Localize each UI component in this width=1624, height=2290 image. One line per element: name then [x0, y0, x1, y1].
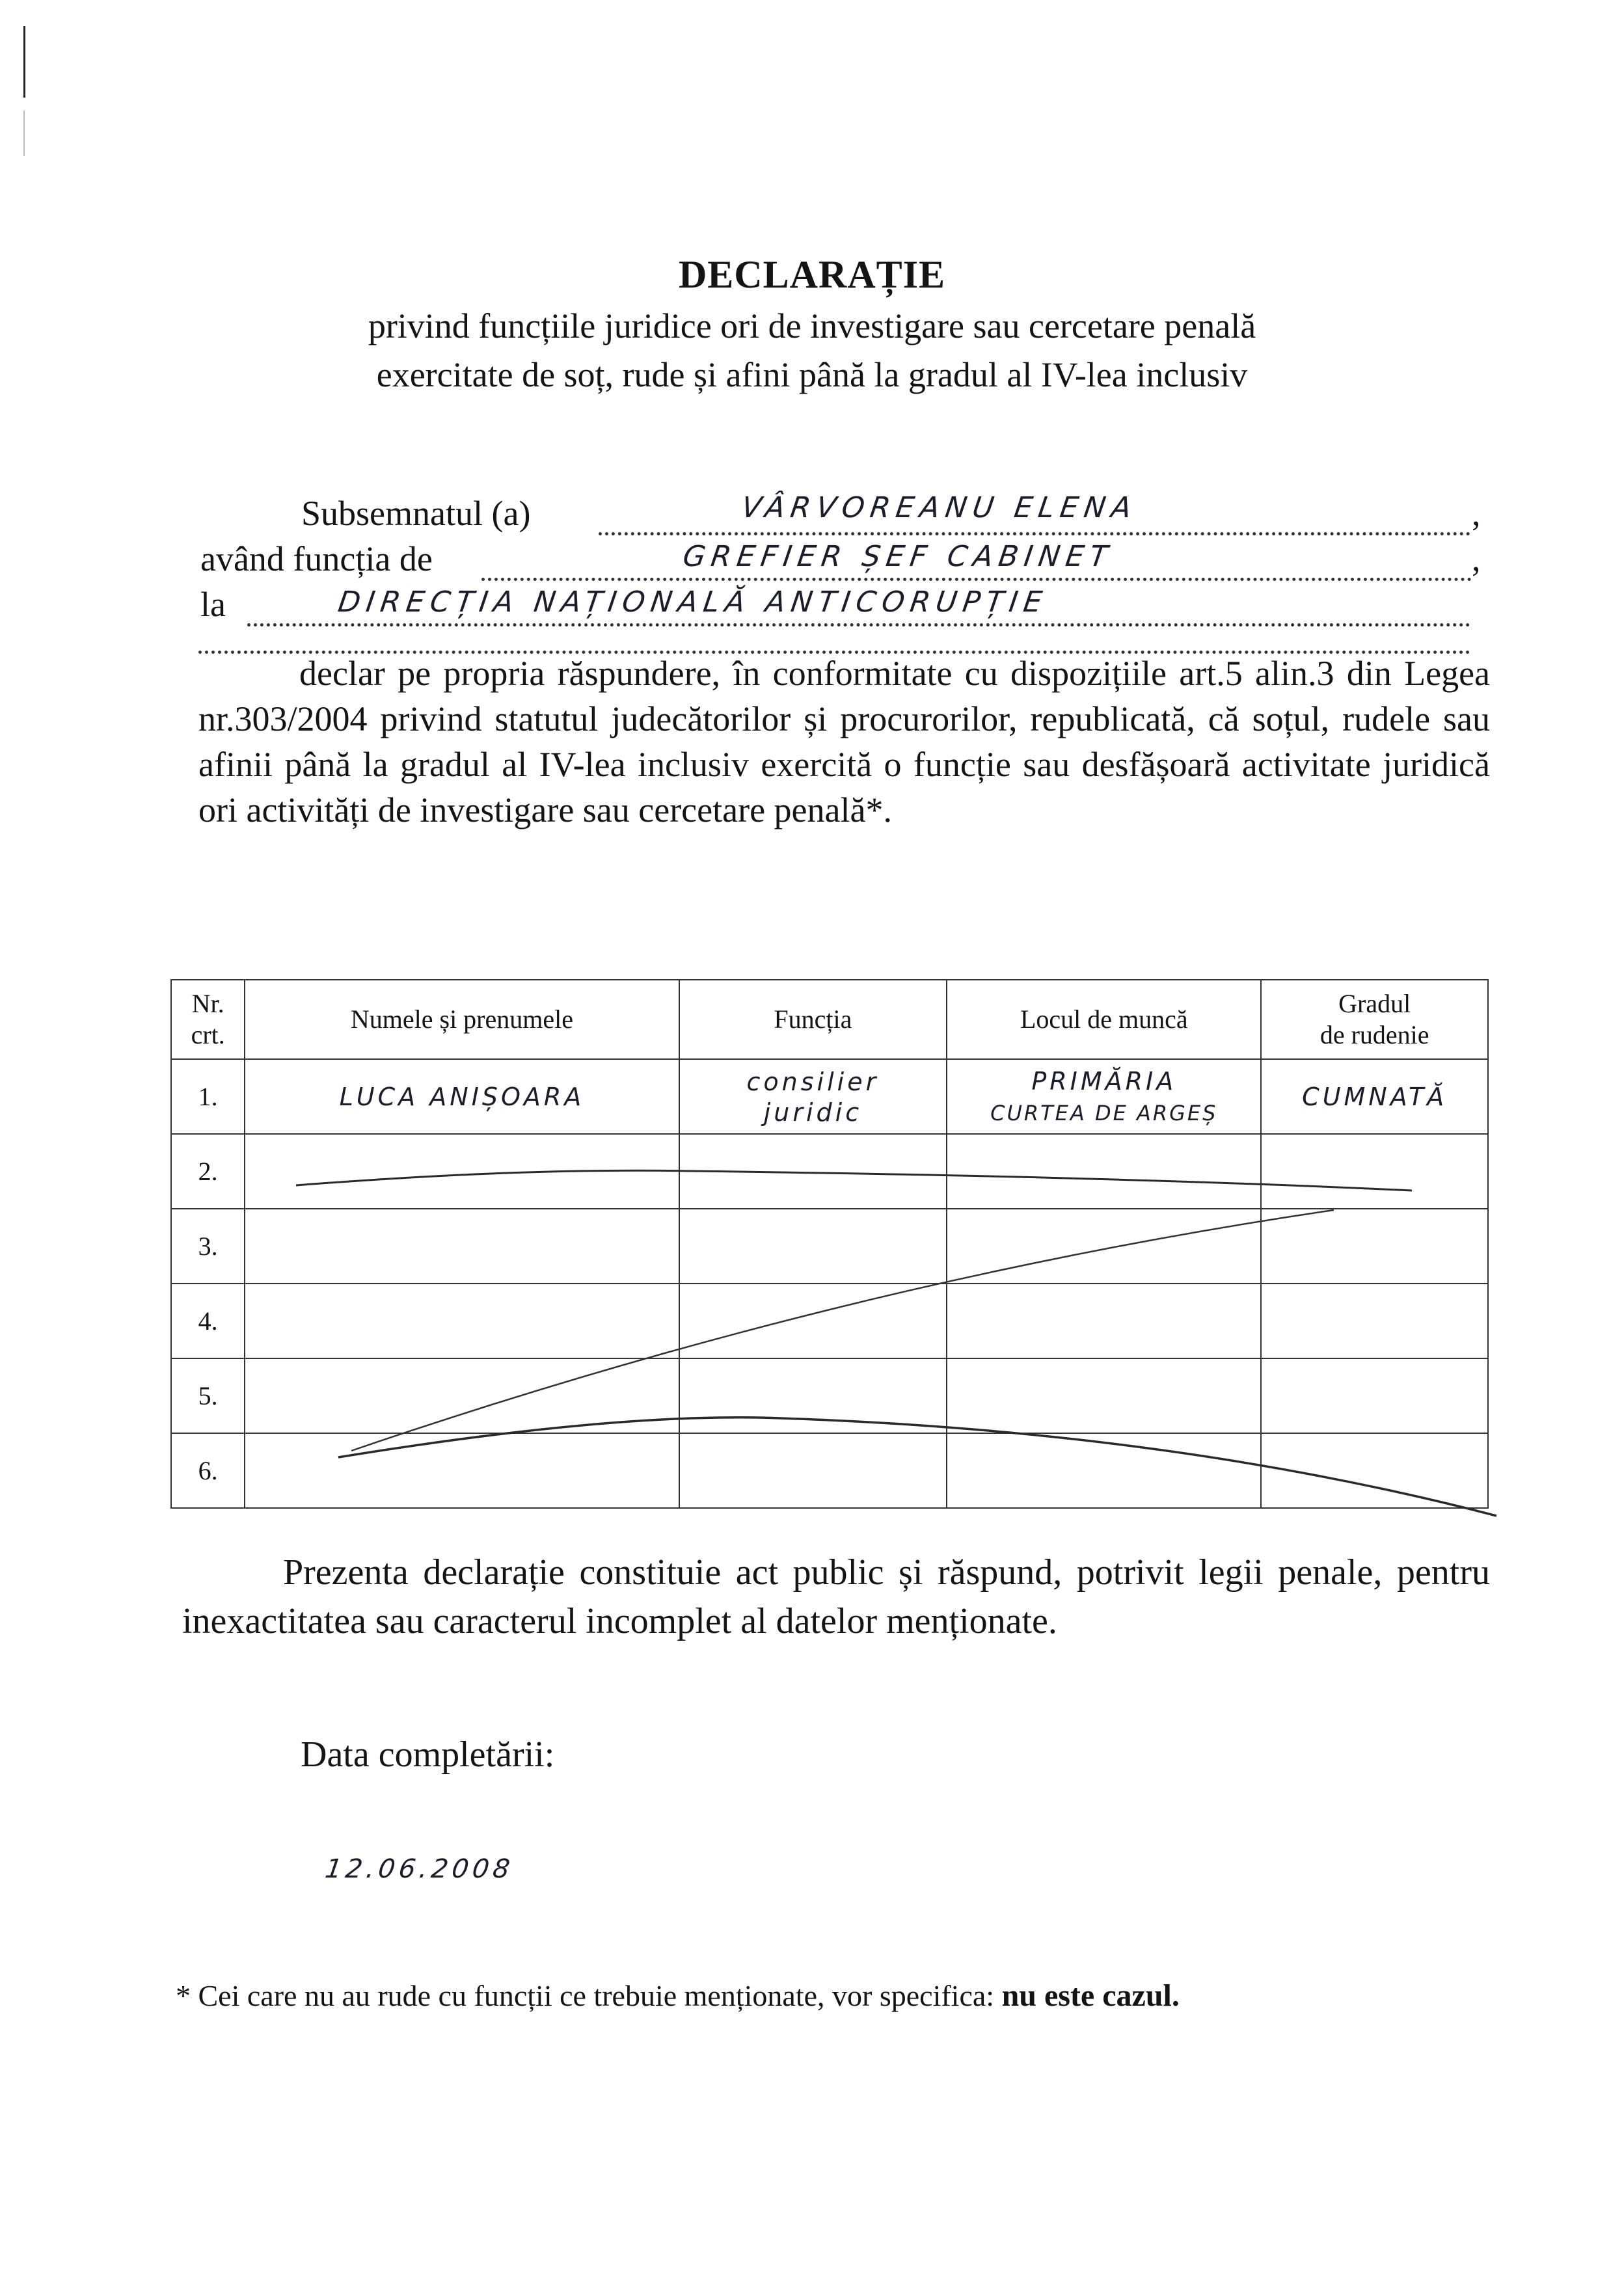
header-degree: [1261, 980, 1488, 1059]
row-workplace: [947, 1059, 1261, 1134]
date-handwritten-value: 12.06.2008: [323, 1854, 516, 1884]
row-function: [679, 1209, 947, 1284]
row-number: 6.: [171, 1433, 245, 1508]
row-name: [245, 1433, 679, 1508]
header-nr-crt: [171, 980, 245, 1059]
date-label: Data completării:: [301, 1734, 555, 1775]
row-name: [245, 1358, 679, 1433]
table-header-row: [171, 980, 1488, 1059]
row-function: [679, 1433, 947, 1508]
declaration-paragraph: declar pe propria răspundere, în conformitate cu dispozițiile art.5 alin.3 din Legea nr.303/2004 privind statutul judecătorilor și procurorilor, republicată, că soțul, rudele sau afinii până la gradul al IV-lea inclusiv exercită o funcție sau desfășoară activitate juridică ori activități de investigare sau cercetare penală*.: [198, 654, 1490, 829]
header-name: Numele și prenumele: [245, 980, 679, 1059]
row-degree: [1261, 1284, 1488, 1358]
row-function-line2: juridic: [763, 1098, 863, 1127]
row-workplace: [947, 1358, 1261, 1433]
row-name: [245, 1209, 679, 1284]
header-workplace: Locul de muncă: [947, 980, 1261, 1059]
footnote-text: * Cei care nu au rude cu funcții ce trebuie menționate, vor specifica:: [176, 1979, 995, 2012]
subsemnatul-dotted-line: [599, 532, 1470, 535]
header-degree-line1: Gradul: [1338, 989, 1411, 1018]
table-row: [171, 1358, 1488, 1433]
footnote: [176, 1978, 1180, 2014]
row-function: [679, 1358, 947, 1433]
table-row: [171, 1433, 1488, 1508]
la-handwritten-value: DIRECȚIA NAȚIONALĂ ANTICORUPȚIE: [336, 586, 1050, 619]
header-nr-line2: crt.: [191, 1020, 225, 1049]
document-title: DECLARAȚIE: [678, 253, 946, 296]
functia-label: având funcția de: [200, 539, 433, 578]
row-workplace: [947, 1209, 1261, 1284]
la-label: la: [200, 585, 226, 624]
functia-comma: ,: [1472, 539, 1481, 578]
row-name-value: LUCA ANIȘOARA: [339, 1083, 585, 1111]
closing-paragraph: Prezenta declarație constituie act public și răspund, potrivit legii penale, pentru inexactitatea sau caracterul incomplet al datelor menționate.: [182, 1552, 1490, 1641]
subsemnatul-label: Subsemnatul (a): [301, 494, 531, 533]
subsemnatul-handwritten-value: VÂRVOREANU ELENA: [739, 491, 1139, 524]
row-degree-value: CUMNATĂ: [1302, 1083, 1448, 1111]
row-degree: [1261, 1134, 1488, 1209]
table-row: [171, 1284, 1488, 1358]
header-function: Funcția: [679, 980, 947, 1059]
row-function: [679, 1134, 947, 1209]
header-nr-line1: Nr.: [191, 989, 224, 1018]
la-dotted-line: [247, 623, 1470, 626]
row-degree: [1261, 1209, 1488, 1284]
table-row: [171, 1059, 1488, 1134]
footnote-bold: nu este cazul.: [1001, 1978, 1180, 2013]
row-name: [245, 1059, 679, 1134]
row-function: [679, 1284, 947, 1358]
row-degree: [1261, 1059, 1488, 1134]
row-number: 2.: [171, 1134, 245, 1209]
header-degree-line2: de rudenie: [1320, 1020, 1429, 1049]
scan-edge-mark: [23, 26, 25, 98]
row-workplace-line1: PRIMĂRIA: [1031, 1066, 1177, 1096]
row-workplace: [947, 1134, 1261, 1209]
functia-dotted-line: [481, 578, 1472, 581]
row-degree: [1261, 1358, 1488, 1433]
relatives-table: [170, 979, 1489, 1509]
row-function-line1: consilier: [746, 1067, 880, 1096]
scan-edge-mark-faint: [23, 111, 25, 156]
row-number: 4.: [171, 1284, 245, 1358]
row-degree: [1261, 1433, 1488, 1508]
table-row: [171, 1209, 1488, 1284]
row-number: 1.: [171, 1059, 245, 1134]
row-name: [245, 1134, 679, 1209]
row-name: [245, 1284, 679, 1358]
row-number: 3.: [171, 1209, 245, 1284]
row-workplace-line2: CURTEA DE ARGEȘ: [990, 1100, 1218, 1125]
table-row: [171, 1134, 1488, 1209]
document-subtitle-line2: exercitate de soț, rude și afini până la gradul al IV-lea inclusiv: [376, 355, 1248, 394]
functia-handwritten-value: GREFIER ȘEF CABINET: [681, 540, 1116, 573]
row-number: 5.: [171, 1358, 245, 1433]
row-workplace: [947, 1433, 1261, 1508]
row-function: [679, 1059, 947, 1134]
row-workplace: [947, 1284, 1261, 1358]
subsemnatul-comma: ,: [1472, 494, 1481, 533]
document-subtitle-line1: privind funcțiile juridice ori de investigare sau cercetare penală: [368, 306, 1256, 345]
